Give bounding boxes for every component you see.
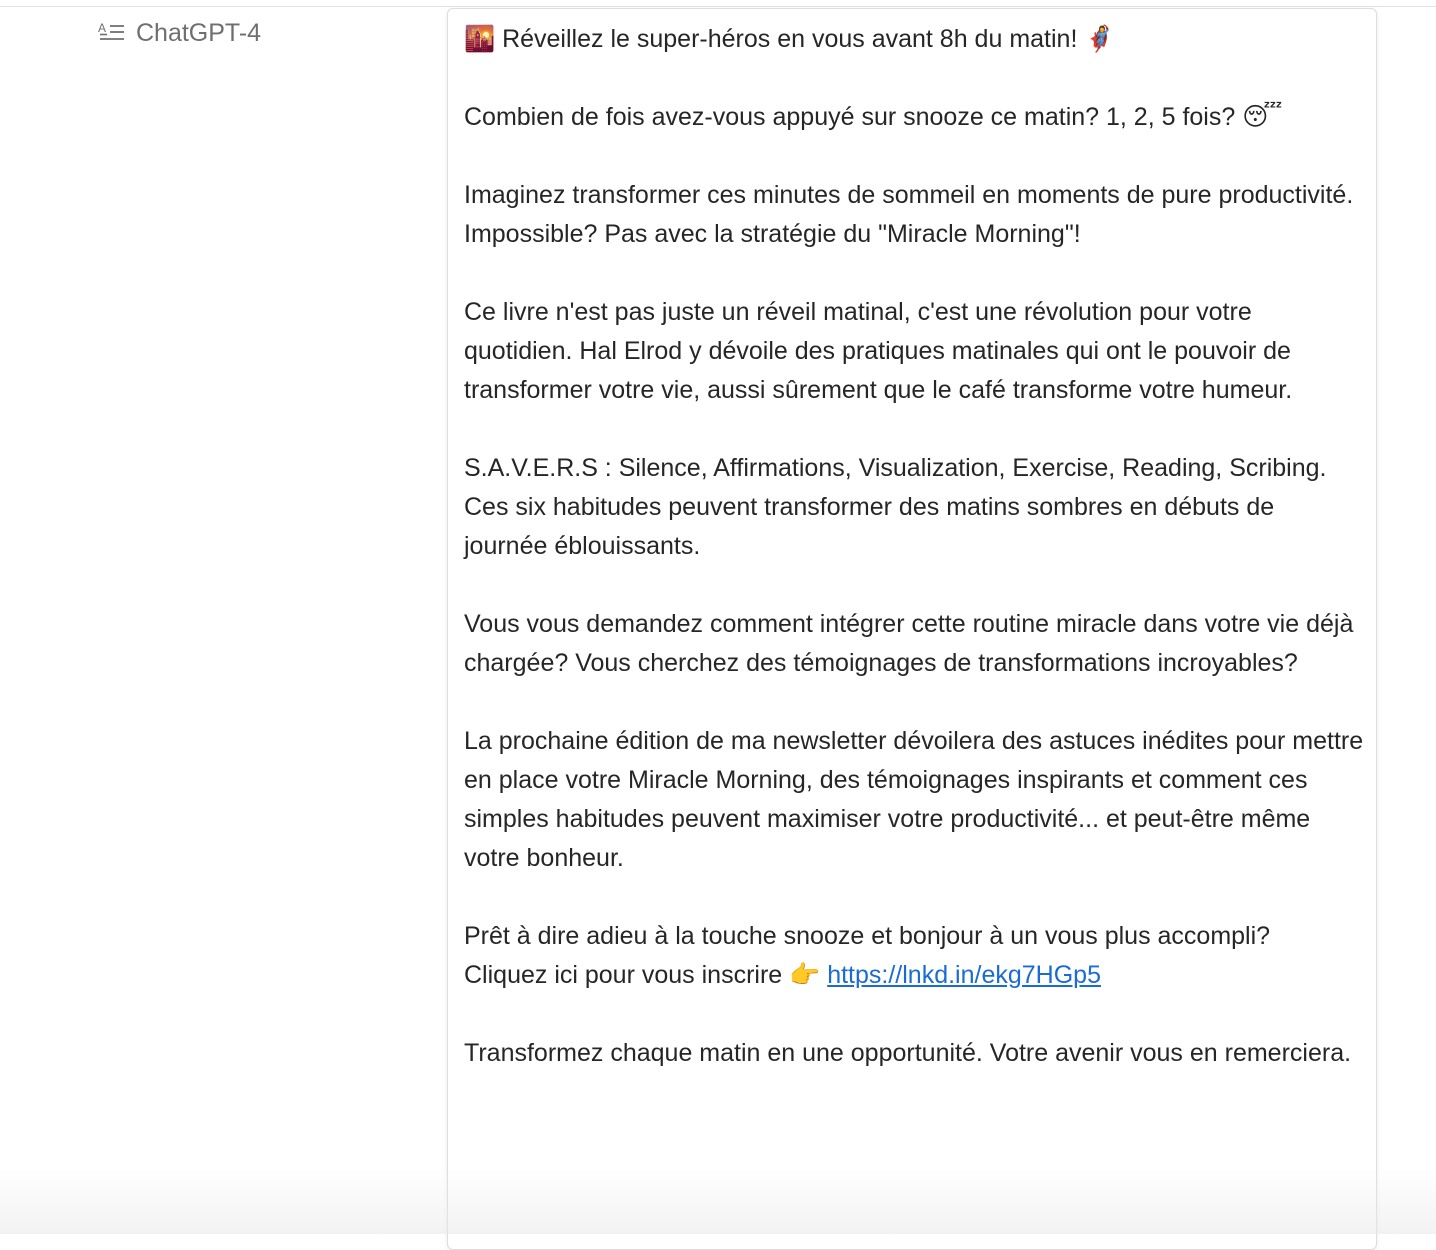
paragraph-book: Ce livre n'est pas juste un réveil matinal, c'est une révolution pour votre quotidien. Hal Elrod y dévoile des pratiques matinales qui ont le pouvoir de transformer votre vie, aussi sûrement que le café transforme votre humeur. <box>464 298 1293 404</box>
paragraph-routine-question: Vous vous demandez comment intégrer cette routine miracle dans votre vie déjà chargée? Vous cherchez des témoignages de transformations incroyables? <box>464 610 1354 677</box>
cta-text: Cliquez ici pour vous inscrire 👉 <box>464 961 828 989</box>
paragraph-savers: S.A.V.E.R.S : Silence, Affirmations, Visualization, Exercise, Reading, Scribing. Ces six habitudes peuvent transformer des matins sombres en débuts de journée éblouissants. <box>464 454 1327 560</box>
text-lines-icon <box>98 21 126 45</box>
paragraph-headline: 🌇 Réveillez le super-héros en vous avant 8h du matin! 🦸‍♀️ <box>464 25 1116 53</box>
top-divider <box>0 6 1436 7</box>
post-content[interactable] <box>464 20 1364 1112</box>
svg-text:A: A <box>98 21 107 35</box>
paragraph-newsletter: La prochaine édition de ma newsletter dévoilera des astuces inédites pour mettre en place votre Miracle Morning, des témoignages inspirants et comment ces simples habitudes peuvent maximiser votre productivité... et peut-être même votre bonheur. <box>464 727 1364 872</box>
cta-question: Prêt à dire adieu à la touche snooze et bonjour à un vous plus accompli? <box>464 922 1271 950</box>
paragraph-closing: Transformez chaque matin en une opportunité. Votre avenir vous en remerciera. <box>464 1039 1352 1067</box>
property-name: ChatGPT-4 <box>136 18 262 47</box>
paragraph-imagine: Imaginez transformer ces minutes de sommeil en moments de pure productivité. Impossible? Pas avec la stratégie du "Miracle Morning"! <box>464 181 1354 248</box>
paragraph-cta <box>464 917 1364 995</box>
property-label[interactable] <box>98 18 261 48</box>
signup-link[interactable]: https://lnkd.in/ekg7HGp5 <box>827 961 1101 989</box>
paragraph-snooze-question: Combien de fois avez-vous appuyé sur snooze ce matin? 1, 2, 5 fois? 😴 <box>464 103 1283 131</box>
